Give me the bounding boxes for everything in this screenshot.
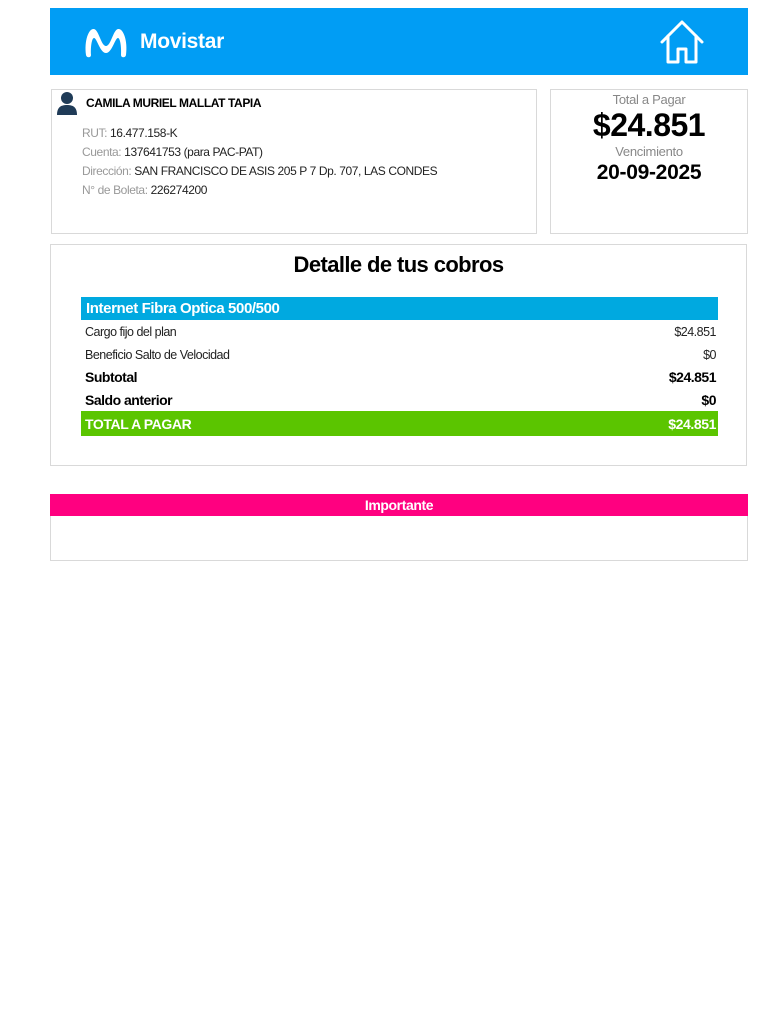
customer-field-account: [82, 143, 437, 162]
home-button[interactable]: [658, 18, 706, 66]
customer-fields: [82, 124, 437, 200]
customer-name-row: [56, 91, 261, 115]
field-label: Cuenta:: [82, 145, 122, 159]
field-label: N° de Boleta:: [82, 183, 148, 197]
total-to-pay-amount: $24.851: [592, 107, 706, 143]
field-value: 137641753 (para PAC-PAT): [124, 145, 263, 159]
field-value: SAN FRANCISCO DE ASIS 205 P 7 Dp. 707, LAS CONDES: [134, 164, 438, 178]
customer-name: CAMILA MURIEL MALLAT TAPIA: [86, 96, 262, 110]
important-content-box: [50, 516, 748, 561]
total-to-pay-label: Total a Pagar: [612, 92, 686, 107]
charge-amount: $24.851: [674, 325, 716, 340]
charge-line-fixed: [81, 321, 718, 344]
customer-field-rut: [82, 124, 437, 143]
customer-info-card: [51, 89, 537, 234]
plan-name-bar: Internet Fibra Optica 500/500: [81, 297, 718, 320]
due-date-value: 20-09-2025: [596, 161, 702, 184]
home-icon: [658, 18, 706, 66]
field-value: 16.477.158-K: [110, 126, 178, 140]
charge-amount: $0: [701, 391, 716, 408]
charge-line-previous-balance: [81, 389, 718, 412]
total-bar-amount: $24.851: [668, 415, 716, 432]
header-bar: [50, 8, 748, 75]
customer-field-receipt-number: [82, 181, 437, 200]
payment-summary-card: [550, 89, 748, 234]
total-bar-label: TOTAL A PAGAR: [85, 415, 192, 432]
charge-amount: $0: [703, 347, 716, 362]
charges-detail-card: [50, 244, 747, 466]
brand: [82, 24, 224, 60]
charge-label: Saldo anterior: [85, 391, 173, 408]
important-header: Importante: [50, 494, 748, 516]
due-date-label: Vencimiento: [615, 144, 683, 159]
detail-title: Detalle de tus cobros: [293, 252, 504, 277]
field-label: RUT:: [82, 126, 108, 140]
movistar-m-icon: [82, 24, 130, 60]
field-value: 226274200: [150, 183, 208, 197]
brand-name: Movistar: [140, 29, 224, 53]
charge-label: Subtotal: [85, 369, 137, 386]
customer-field-address: [82, 162, 437, 181]
field-label: Dirección:: [82, 164, 132, 178]
charge-label: Beneficio Salto de Velocidad: [85, 347, 230, 362]
charge-line-subtotal: [81, 366, 718, 389]
charge-lines: [81, 321, 718, 411]
charge-amount: $24.851: [668, 369, 716, 386]
charge-line-benefit: [81, 344, 718, 367]
charge-label: Cargo fijo del plan: [85, 325, 177, 340]
total-to-pay-bar: [81, 411, 718, 436]
user-icon: [56, 91, 78, 115]
